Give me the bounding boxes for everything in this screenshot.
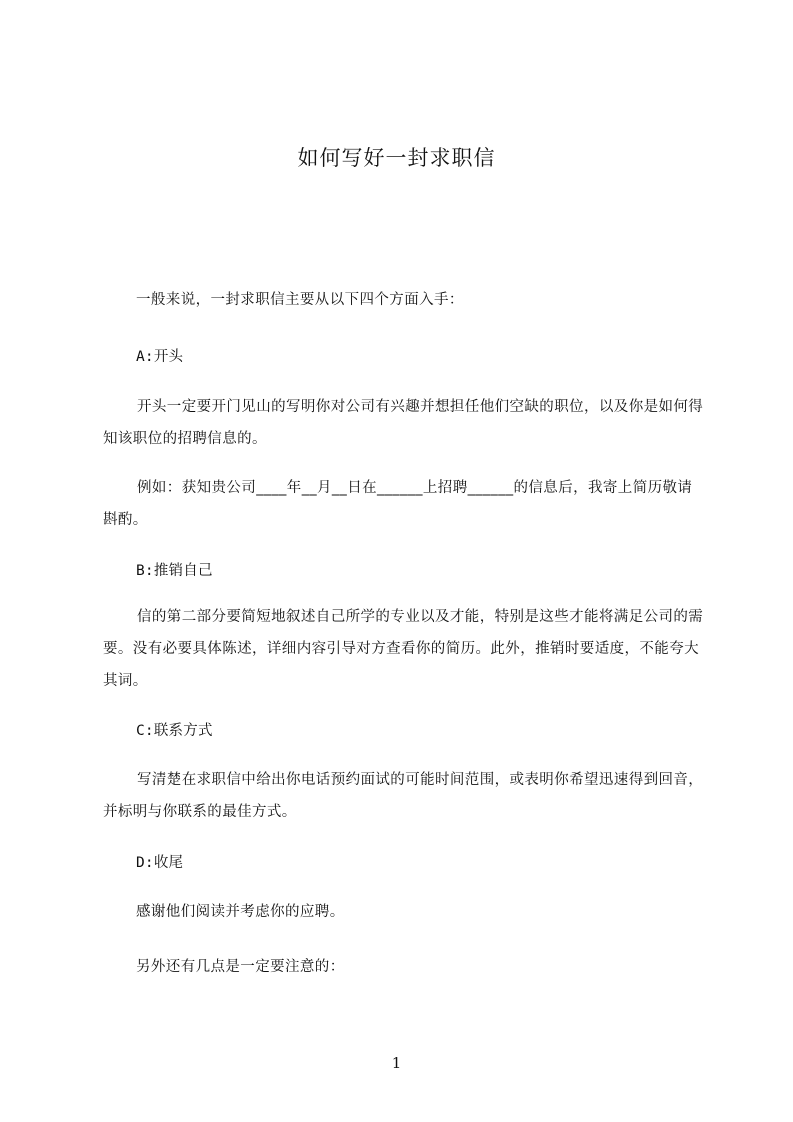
section-b-paragraph-1: 信的第二部分要简短地叙述自己所学的专业以及才能，特别是这些才能将满足公司的需要。没有必要具体陈述，详细内容引导对方查看你的简历。此外，推销时要适度，不能夸大其词。 (103, 609, 704, 689)
document-title: 如何写好一封求职信 (297, 146, 496, 170)
section-c-paragraph-1: 写清楚在求职信中给出你电话预约面试的可能时间范围，或表明你希望迅速得到回音，并标明与你联系的最佳方式。 (103, 772, 704, 820)
closing-paragraph: 另外还有几点是一定要注意的： (136, 959, 345, 975)
section-a-paragraph-2: 例如：获知贵公司____年__月__日在______上招聘______的信息后，我寄上简历敬请斟酌。 (103, 480, 693, 528)
section-heading-b: B:推销自己 (136, 563, 213, 579)
intro-paragraph: 一般来说，一封求职信主要从以下四个方面入手： (136, 292, 464, 308)
section-heading-a: A:开头 (136, 349, 184, 365)
section-heading-c: C:联系方式 (136, 723, 213, 739)
page-number: 1 (391, 1054, 402, 1072)
section-d-paragraph-1: 感谢他们阅读并考虑你的应聘。 (136, 904, 345, 920)
section-heading-d: D:收尾 (136, 855, 184, 871)
section-a-paragraph-1: 开头一定要开门见山的写明你对公司有兴趣并想担任他们空缺的职位，以及你是如何得知该职位的招聘信息的。 (103, 399, 704, 447)
